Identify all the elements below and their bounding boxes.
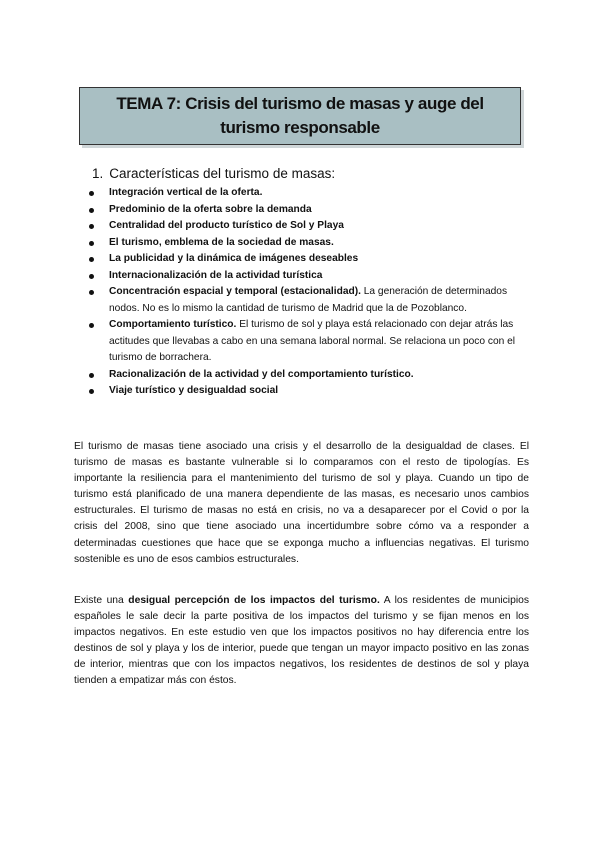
list-item-bold: Concentración espacial y temporal (estacionalidad). [109,286,361,297]
bullet-icon [89,274,94,279]
list-item [89,218,531,235]
paragraph-bold: desigual percepción de los impactos del turismo. [128,595,380,606]
bullet-icon [89,290,94,295]
list-item-bold: Internacionalización de la actividad turística [109,269,323,281]
list-item [89,268,531,285]
paragraph-rest: A los residentes de municipios españoles le sale decir la parte positiva de los impactos del turismo y se fijan menos en los impactos negativos. En este estudio ven que los impactos positivos no hay diferencia entre los destinos de sol y playa y los de interior, puede que tengan un mayor impacto positivo en las zonas de interior, mientras que con los impactos negativos, los residentes de destinos de sol y playa tienden a empatizar más con éstos. [74,595,529,687]
paragraph-impact-perception [74,593,529,690]
list-item [89,317,531,367]
bullet-icon [89,389,94,394]
list-item-bold: El turismo, emblema de la sociedad de masas. [109,236,334,248]
bullet-icon [89,373,94,378]
list-item-bold: Predominio de la oferta sobre la demanda [109,203,312,215]
section-heading-text: Características del turismo de masas: [109,166,336,181]
list-item [89,367,531,384]
list-item-text: El turismo de sol y playa está relacionado con dejar atrás las actitudes que llevabas a cabo en una semana laboral normal. Se relaciona un poco con el turismo de borrachera. [109,319,516,363]
list-item [89,235,531,252]
section-number: 1. [92,166,104,181]
page-title: TEMA 7: Crisis del turismo de masas y auge del turismo responsable [116,94,484,137]
bullet-icon [89,224,94,229]
list-item [89,202,531,219]
list-item-bold: La publicidad y la dinámica de imágenes deseables [109,253,359,264]
list-item-bold: Comportamiento turístico. [109,319,237,330]
paragraph-mass-tourism-crisis: El turismo de masas tiene asociado una crisis y el desarrollo de la desigualdad de clases. El turismo de masas es bastante vulnerable si lo comparamos con el resto de tipologías. Es importante la resiliencia para el mantenimiento del turismo de sol y playa. Cuando un tipo de turismo está planificado de una manera dependiente de las masas, es necesario unos cambios estructurales. El turismo de masas no está en crisis, no va a desaparecer por el Covid o por la crisis del 2008, sino que tiene asociado una incertidumbre sobre cómo va a responder a determinadas cuestiones que hace que se exponga mucho a influencias negativas. El turismo sostenible es uno de esos cambios estructurales. [74,441,529,565]
paragraph-lead: Existe una [74,595,129,606]
bullet-icon [89,257,94,262]
bullet-icon [89,241,94,246]
bullet-icon [89,208,94,213]
list-item [89,185,531,202]
list-item-bold: Viaje turístico y desigualdad social [109,385,279,396]
list-item-bold: Integración vertical de la oferta. [109,187,263,198]
bullet-icon [89,323,94,328]
title-box [79,87,521,145]
list-item-bold: Centralidad del producto turístico de Sol y Playa [109,220,344,231]
section-heading [92,165,335,183]
list-item-text: La generación de determinados nodos. No es lo mismo la cantidad de turismo de Madrid que la de Pozoblanco. [109,286,508,314]
list-item [89,383,531,400]
list-item [89,284,531,317]
characteristics-list [89,185,531,400]
list-item [89,251,531,268]
bullet-icon [89,191,94,196]
list-item-bold: Racionalización de la actividad y del comportamiento turístico. [109,368,414,380]
